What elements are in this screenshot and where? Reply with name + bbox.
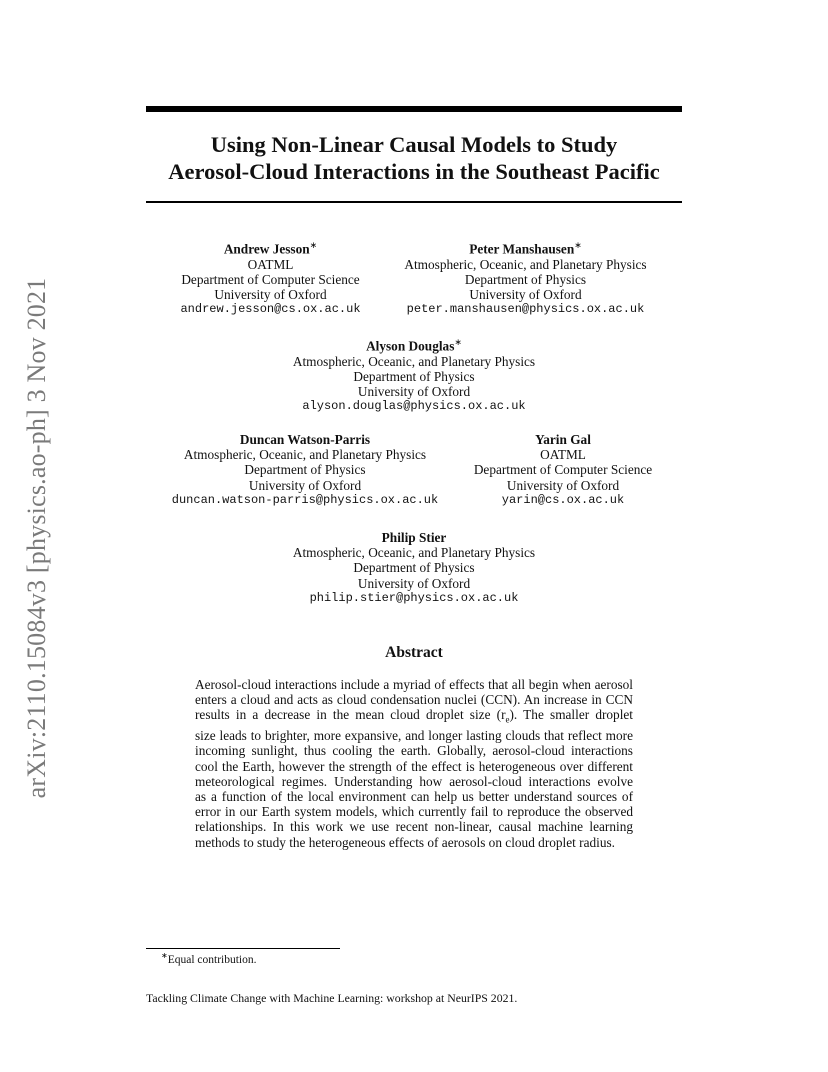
author-email[interactable]: peter.manshausen@physics.ox.ac.uk bbox=[406, 302, 645, 317]
author-block-jesson bbox=[180, 238, 361, 317]
abstract-heading: Abstract bbox=[385, 644, 443, 661]
author-affiliation: University of Oxford bbox=[357, 384, 471, 400]
title-top-rule bbox=[146, 106, 682, 112]
footnote-rule bbox=[146, 948, 340, 949]
author-affiliation: Department of Physics bbox=[353, 560, 475, 576]
author-affiliation: Department of Physics bbox=[464, 271, 587, 287]
paper-title bbox=[146, 131, 682, 185]
abstract-line: relationships. In this work we use recent non-linear, causal machine learning bbox=[195, 819, 633, 835]
author-block-douglas bbox=[146, 335, 682, 414]
author-email[interactable]: andrew.jesson@cs.ox.ac.uk bbox=[180, 302, 361, 317]
author-affiliation: University of Oxford bbox=[248, 477, 362, 493]
author-block-gal bbox=[470, 432, 656, 508]
author-affiliation: Atmospheric, Oceanic, and Planetary Physics bbox=[292, 353, 536, 369]
subscript-e: e bbox=[505, 715, 510, 726]
author-affiliation: OATML bbox=[247, 256, 294, 272]
author-affiliation: University of Oxford bbox=[506, 477, 620, 493]
author-name: Alyson Douglas∗ bbox=[366, 337, 462, 354]
author-affiliation: Atmospheric, Oceanic, and Planetary Physics bbox=[404, 256, 647, 272]
author-email[interactable]: philip.stier@physics.ox.ac.uk bbox=[309, 590, 519, 605]
abstract-line: cool the Earth, however the strength of the effect is heterogeneous over different bbox=[195, 758, 633, 774]
abstract-line: error in our Earth system models, which currently fail to reproduce the observed bbox=[195, 804, 633, 820]
abstract-line: Aerosol-cloud interactions include a myriad of effects that all begin when aerosol bbox=[195, 677, 633, 692]
author-affiliation: Department of Physics bbox=[244, 462, 366, 478]
author-affiliation: Atmospheric, Oceanic, and Planetary Physics bbox=[183, 447, 427, 463]
author-affiliation: University of Oxford bbox=[357, 575, 471, 591]
abstract-line: results in a decrease in the mean cloud droplet size $(r_e)$. The smaller droplet bbox=[195, 707, 633, 726]
author-affiliation: Department of Computer Science bbox=[473, 462, 653, 478]
abstract-body bbox=[195, 677, 633, 850]
abstract-line: meteorological regimes. Understanding how aerosol-cloud interactions evolve bbox=[195, 773, 633, 789]
author-block-stier bbox=[146, 530, 682, 606]
abstract-line: incoming sunlight, thus cooling the earth. Globally, aerosol-cloud interactions bbox=[195, 743, 633, 759]
author-name: Yarin Gal bbox=[535, 432, 591, 447]
author-email[interactable]: duncan.watson-parris@physics.ox.ac.uk bbox=[171, 492, 439, 507]
author-email[interactable]: yarin@cs.ox.ac.uk bbox=[501, 492, 625, 507]
title-bottom-rule bbox=[146, 201, 682, 203]
venue-note: Tackling Climate Change with Machine Learning: workshop at NeurIPS 2021. bbox=[146, 991, 518, 1005]
abstract-line: enters a cloud and acts as cloud condensation nuclei (CCN). An increase in CCN bbox=[195, 692, 633, 708]
author-name: Duncan Watson-Parris bbox=[239, 432, 371, 447]
author-affiliation: Department of Physics bbox=[353, 368, 475, 384]
title-line-2: Aerosol-Cloud Interactions in the Southeast Pacific bbox=[168, 159, 660, 184]
footnote-mark: ∗ bbox=[161, 951, 168, 960]
footnote: ∗Equal contribution. bbox=[161, 951, 257, 966]
author-name: Philip Stier bbox=[381, 530, 447, 545]
abstract-line: methods to study the heterogeneous effects of aerosols on cloud droplet radius. bbox=[195, 834, 615, 850]
author-name: Andrew Jesson∗ bbox=[223, 240, 318, 257]
abstract-line: size leads to brighter, more expansive, and longer lasting clouds that reflect more bbox=[195, 728, 633, 744]
author-name: Peter Manshausen∗ bbox=[469, 240, 582, 257]
author-block-watson-parris bbox=[168, 432, 442, 508]
author-affiliation: Department of Computer Science bbox=[181, 271, 360, 287]
author-email[interactable]: alyson.douglas@physics.ox.ac.uk bbox=[302, 399, 526, 414]
title-line-1: Using Non-Linear Causal Models to Study bbox=[210, 132, 618, 157]
author-affiliation: University of Oxford bbox=[214, 287, 327, 303]
author-affiliation: University of Oxford bbox=[469, 287, 582, 303]
author-affiliation: Atmospheric, Oceanic, and Planetary Physics bbox=[292, 545, 536, 561]
arxiv-identifier: arXiv:2110.15084v3 [physics.ao-ph] 3 Nov 2021 bbox=[22, 277, 51, 799]
author-block-manshausen bbox=[401, 238, 650, 317]
abstract-line: as a function of the local environment can help us better understand sources of bbox=[195, 789, 633, 805]
author-affiliation: OATML bbox=[540, 447, 586, 463]
